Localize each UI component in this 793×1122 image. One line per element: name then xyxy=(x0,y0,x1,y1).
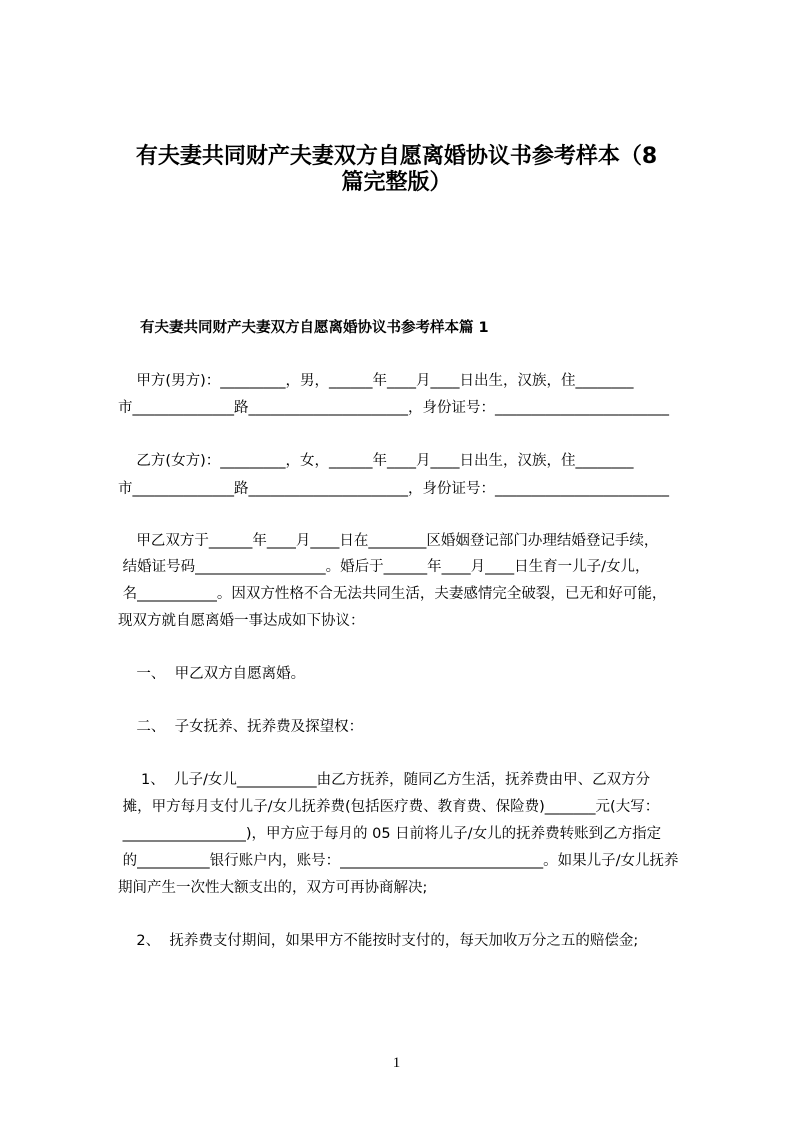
marriage-paragraph-line: 甲乙双方于______年____月____日在________区婚姻登记部门办理结婚登记手续， xyxy=(118,533,659,549)
clause-1: 一、 甲乙双方自愿离婚。 xyxy=(118,666,306,682)
subclause-1-line: 的__________银行账户内，账号：____________________________。如果儿子/女儿抚养 xyxy=(118,853,679,869)
marriage-paragraph-line: 现双方就自愿离婚一事达成如下协议： xyxy=(118,613,365,629)
party-b-line-2: 市______________路______________________，身份证号：________________________ xyxy=(118,481,669,497)
subclause-1-line: 摊，甲方每月支付儿子/女儿抚养费(包括医疗费、教育费、保险费)_______元(大写： xyxy=(118,799,660,815)
subclause-1-line: 1、 儿子/女儿___________由乙方抚养，随同乙方生活，抚养费由甲、乙双方分 xyxy=(118,772,651,788)
marriage-paragraph-line: 名___________。因双方性格不合无法共同生活，夫妻感情完全破裂，已无和好可能， xyxy=(118,586,667,602)
document-title-line-2: 篇完整版） xyxy=(341,170,452,195)
subclause-1-line: _________________)，甲方应于每月的 05 日前将儿子/女儿的抚养费转账到乙方指定 xyxy=(118,826,662,842)
party-b-line-1: 乙方(女方)：_________，女，______年____月____日出生，汉族，住________ xyxy=(118,453,634,469)
party-a-line-2: 市______________路______________________，身份证号：________________________ xyxy=(118,400,669,416)
subclause-2: 2、 抚养费支付期间，如果甲方不能按时支付的，每天加收万分之五的赔偿金; xyxy=(118,933,639,949)
subclause-1-line: 期间产生一次性大额支出的，双方可再协商解决; xyxy=(118,880,428,896)
document-title-line-1: 有夫妻共同财产夫妻双方自愿离婚协议书参考样本（8 xyxy=(135,144,658,169)
party-a-line-1: 甲方(男方)：_________，男，______年____月____日出生，汉族，住________ xyxy=(118,373,634,389)
clause-2-heading: 二、 子女抚养、抚养费及探望权： xyxy=(118,719,364,735)
marriage-paragraph-line: 结婚证号码__________________。婚后于______年____月____日生育一儿子/女儿， xyxy=(118,559,650,575)
section-heading: 有夫妻共同财产夫妻双方自愿离婚协议书参考样本篇 1 xyxy=(140,320,489,336)
page-number: 1 xyxy=(392,1055,401,1071)
